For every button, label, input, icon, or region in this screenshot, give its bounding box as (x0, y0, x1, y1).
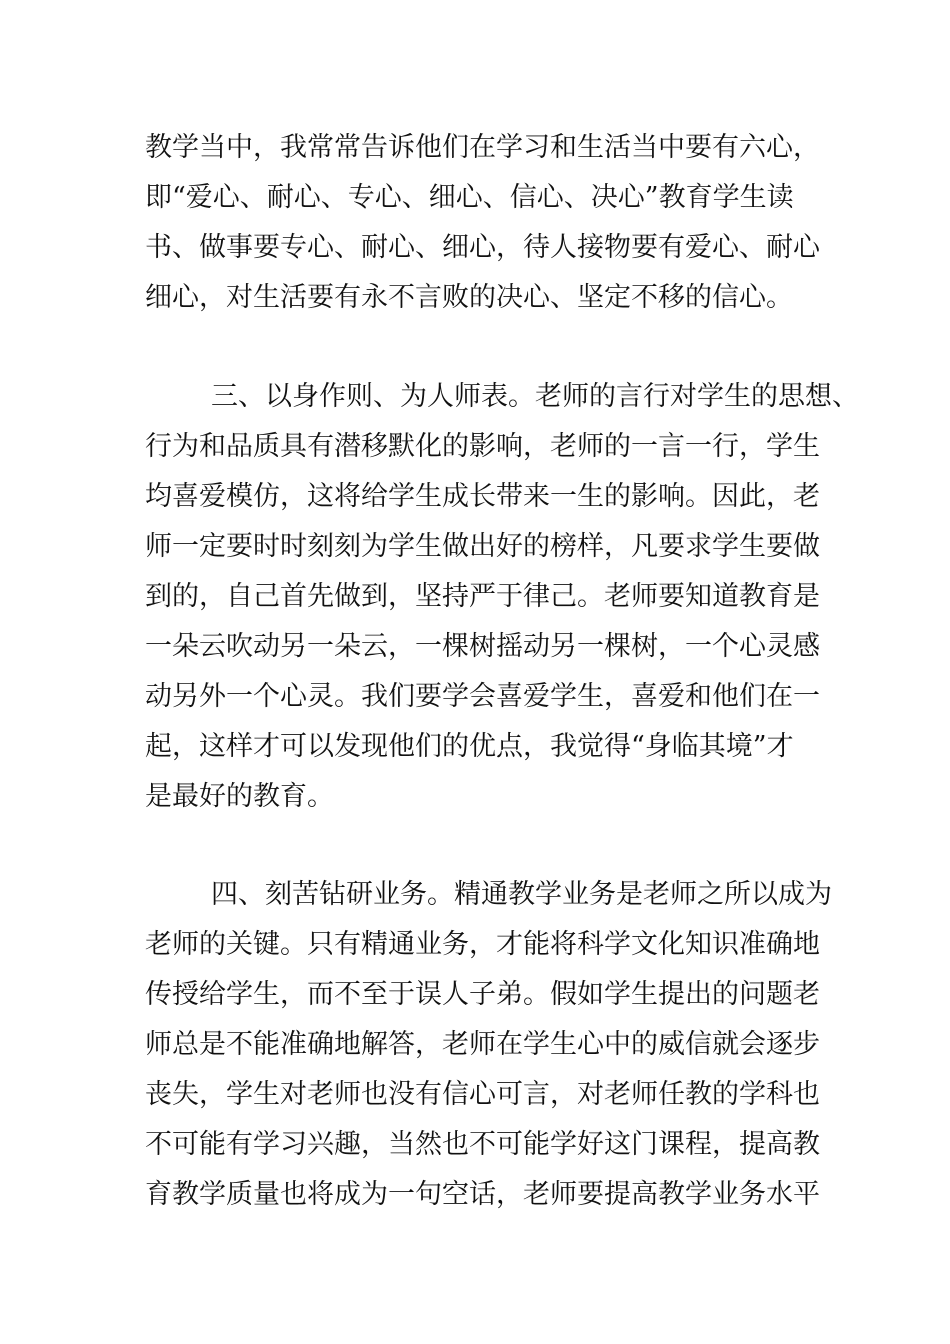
text-line: 到的，自己首先做到，坚持严于律己。老师要知道教育是 (145, 581, 820, 612)
text-line: 即“爱心、耐心、专心、细心、信心、决心”教育学生读 (145, 182, 794, 213)
text-line: 不可能有学习兴趣，当然也不可能学好这门课程，提高教 (145, 1129, 820, 1160)
text-line: 书、做事要专心、耐心、细心，待人接物要有爱心、耐心 (145, 232, 820, 263)
text-line: 丧失，学生对老师也没有信心可言，对老师任教的学科也 (145, 1079, 820, 1110)
text-line: 育教学质量也将成为一句空话，老师要提高教学业务水平 (145, 1179, 820, 1210)
text-line: 是最好的教育。 (145, 781, 334, 812)
text-line: 师总是不能准确地解答，老师在学生心中的威信就会逐步 (145, 1029, 820, 1060)
paragraph-section-four (145, 870, 832, 1220)
text-line: 细心，对生活要有永不言败的决心、坚定不移的信心。 (145, 282, 793, 313)
text-line: 起，这样才可以发现他们的优点，我觉得“身临其境”才 (145, 731, 794, 762)
text-line: 师一定要时时刻刻为学生做出好的榜样，凡要求学生要做 (145, 531, 820, 562)
text-line: 教学当中，我常常告诉他们在学习和生活当中要有六心， (145, 132, 820, 163)
text-line: 老师的关键。只有精通业务，才能将科学文化知识准确地 (145, 929, 820, 960)
paragraph-continuation (145, 123, 820, 323)
text-line: 传授给学生，而不至于误人子弟。假如学生提出的问题老 (145, 979, 820, 1010)
paragraph-section-three (145, 372, 859, 822)
text-line: 均喜爱模仿，这将给学生成长带来一生的影响。因此，老 (145, 481, 820, 512)
text-line: 一朵云吹动另一朵云，一棵树摇动另一棵树，一个心灵感 (145, 631, 820, 662)
text-line: 动另外一个心灵。我们要学会喜爱学生，喜爱和他们在一 (145, 681, 820, 712)
text-line: 行为和品质具有潜移默化的影响，老师的一言一行，学生 (145, 431, 820, 462)
text-line: 四、刻苦钻研业务。精通教学业务是老师之所以成为 (211, 879, 832, 910)
text-line: 三、以身作则、为人师表。老师的言行对学生的思想、 (211, 381, 859, 412)
